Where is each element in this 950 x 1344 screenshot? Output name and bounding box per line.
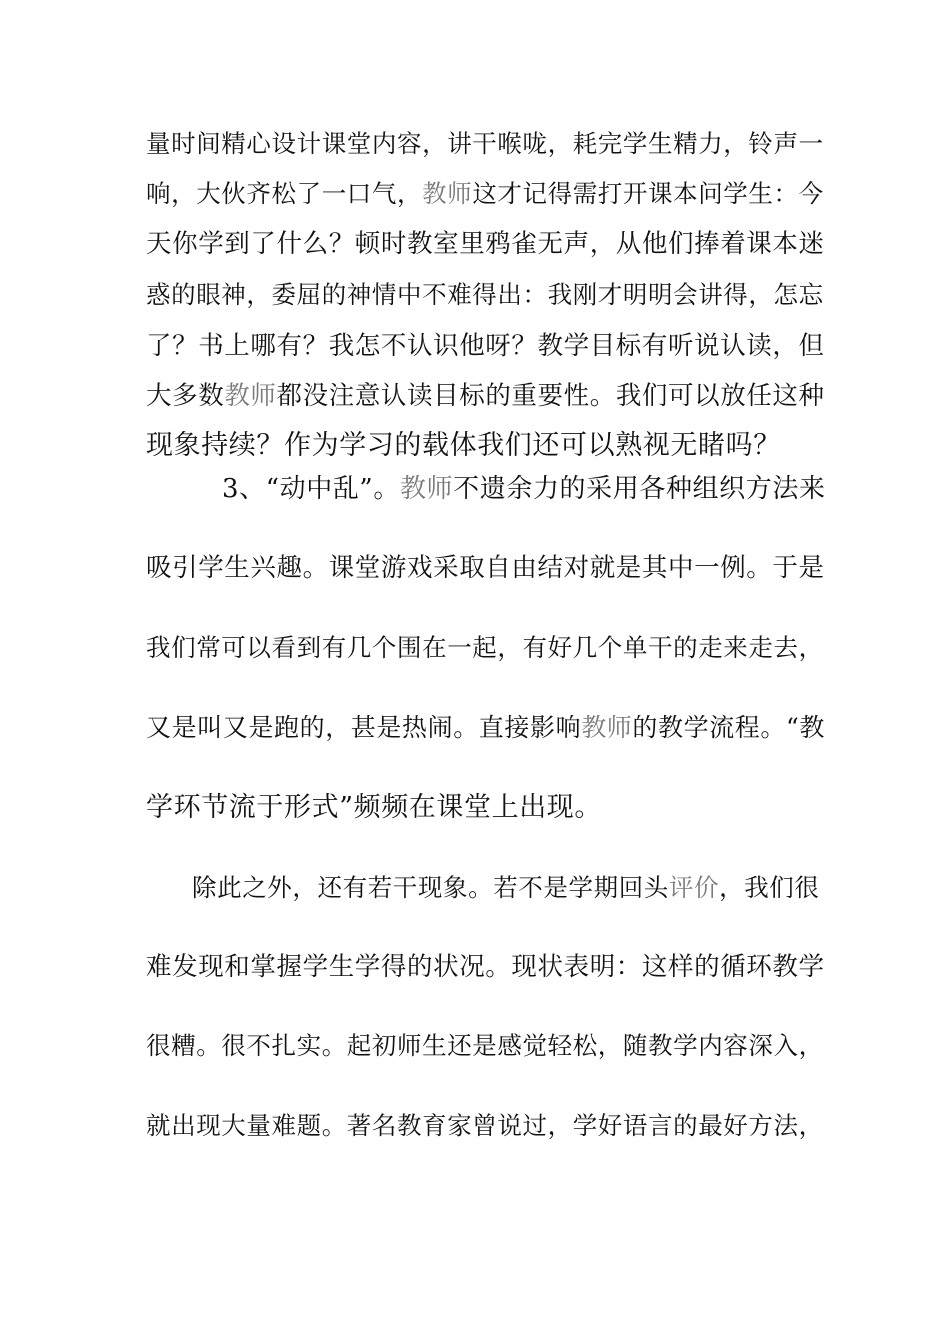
- highlighted-term: 教师: [422, 179, 473, 208]
- paragraph-1-line-7: 现象持续？作为学习的载体我们还可以熟视无睹吗？: [146, 430, 781, 461]
- paragraph-1-line-2: 响，大伙齐松了一口气，教师这才记得需打开课本问学生：今: [146, 179, 824, 208]
- paragraph-3-line-3: 很糟。很不扎实。起初师生还是感觉轻松，随教学内容深入，: [146, 1031, 824, 1060]
- paragraph-1-line-4: 惑的眼神，委屈的神情中不难得出：我刚才明明会讲得，怎忘: [146, 280, 824, 309]
- paragraph-2-line-1: 3、“动中乱”。教师不遗余力的采用各种组织方法来: [222, 474, 826, 504]
- paragraph-3-line-1: 除此之外，还有若干现象。若不是学期回头评价，我们很: [192, 873, 820, 902]
- paragraph-3-line-4: 就出现大量难题。著名教育家曾说过，学好语言的最好方法，: [146, 1111, 824, 1140]
- paragraph-2-line-5: 学环节流于形式”频频在课堂上出现。: [146, 792, 603, 823]
- highlighted-term: 评价: [668, 873, 720, 902]
- paragraph-1-line-5: 了？书上哪有？我怎不认识他呀？教学目标有听说认读，但: [146, 331, 825, 361]
- highlighted-term: 教师: [399, 474, 454, 504]
- paragraph-1-line-6: 大多数教师都没注意认读目标的重要性。我们可以放任这种: [146, 381, 825, 411]
- paragraph-2-line-4: 又是叫又是跑的，甚是热闹。直接影响教师的教学流程。“教: [146, 713, 825, 742]
- highlighted-term: 教师: [224, 381, 277, 411]
- paragraph-1-line-1: 量时间精心设计课堂内容，讲干喉咙，耗完学生精力，铃声一: [146, 129, 824, 158]
- paragraph-1-line-3: 天你学到了什么？顿时教室里鸦雀无声，从他们捧着课本迷: [146, 229, 825, 259]
- paragraph-3-line-2: 难发现和掌握学生学得的状况。现状表明：这样的循环教学: [146, 952, 825, 982]
- paragraph-2-line-3: 我们常可以看到有几个围在一起，有好几个单干的走来走去，: [146, 633, 824, 662]
- highlighted-term: 教师: [581, 713, 633, 742]
- paragraph-2-line-2: 吸引学生兴趣。课堂游戏采取自由结对就是其中一例。于是: [146, 553, 825, 583]
